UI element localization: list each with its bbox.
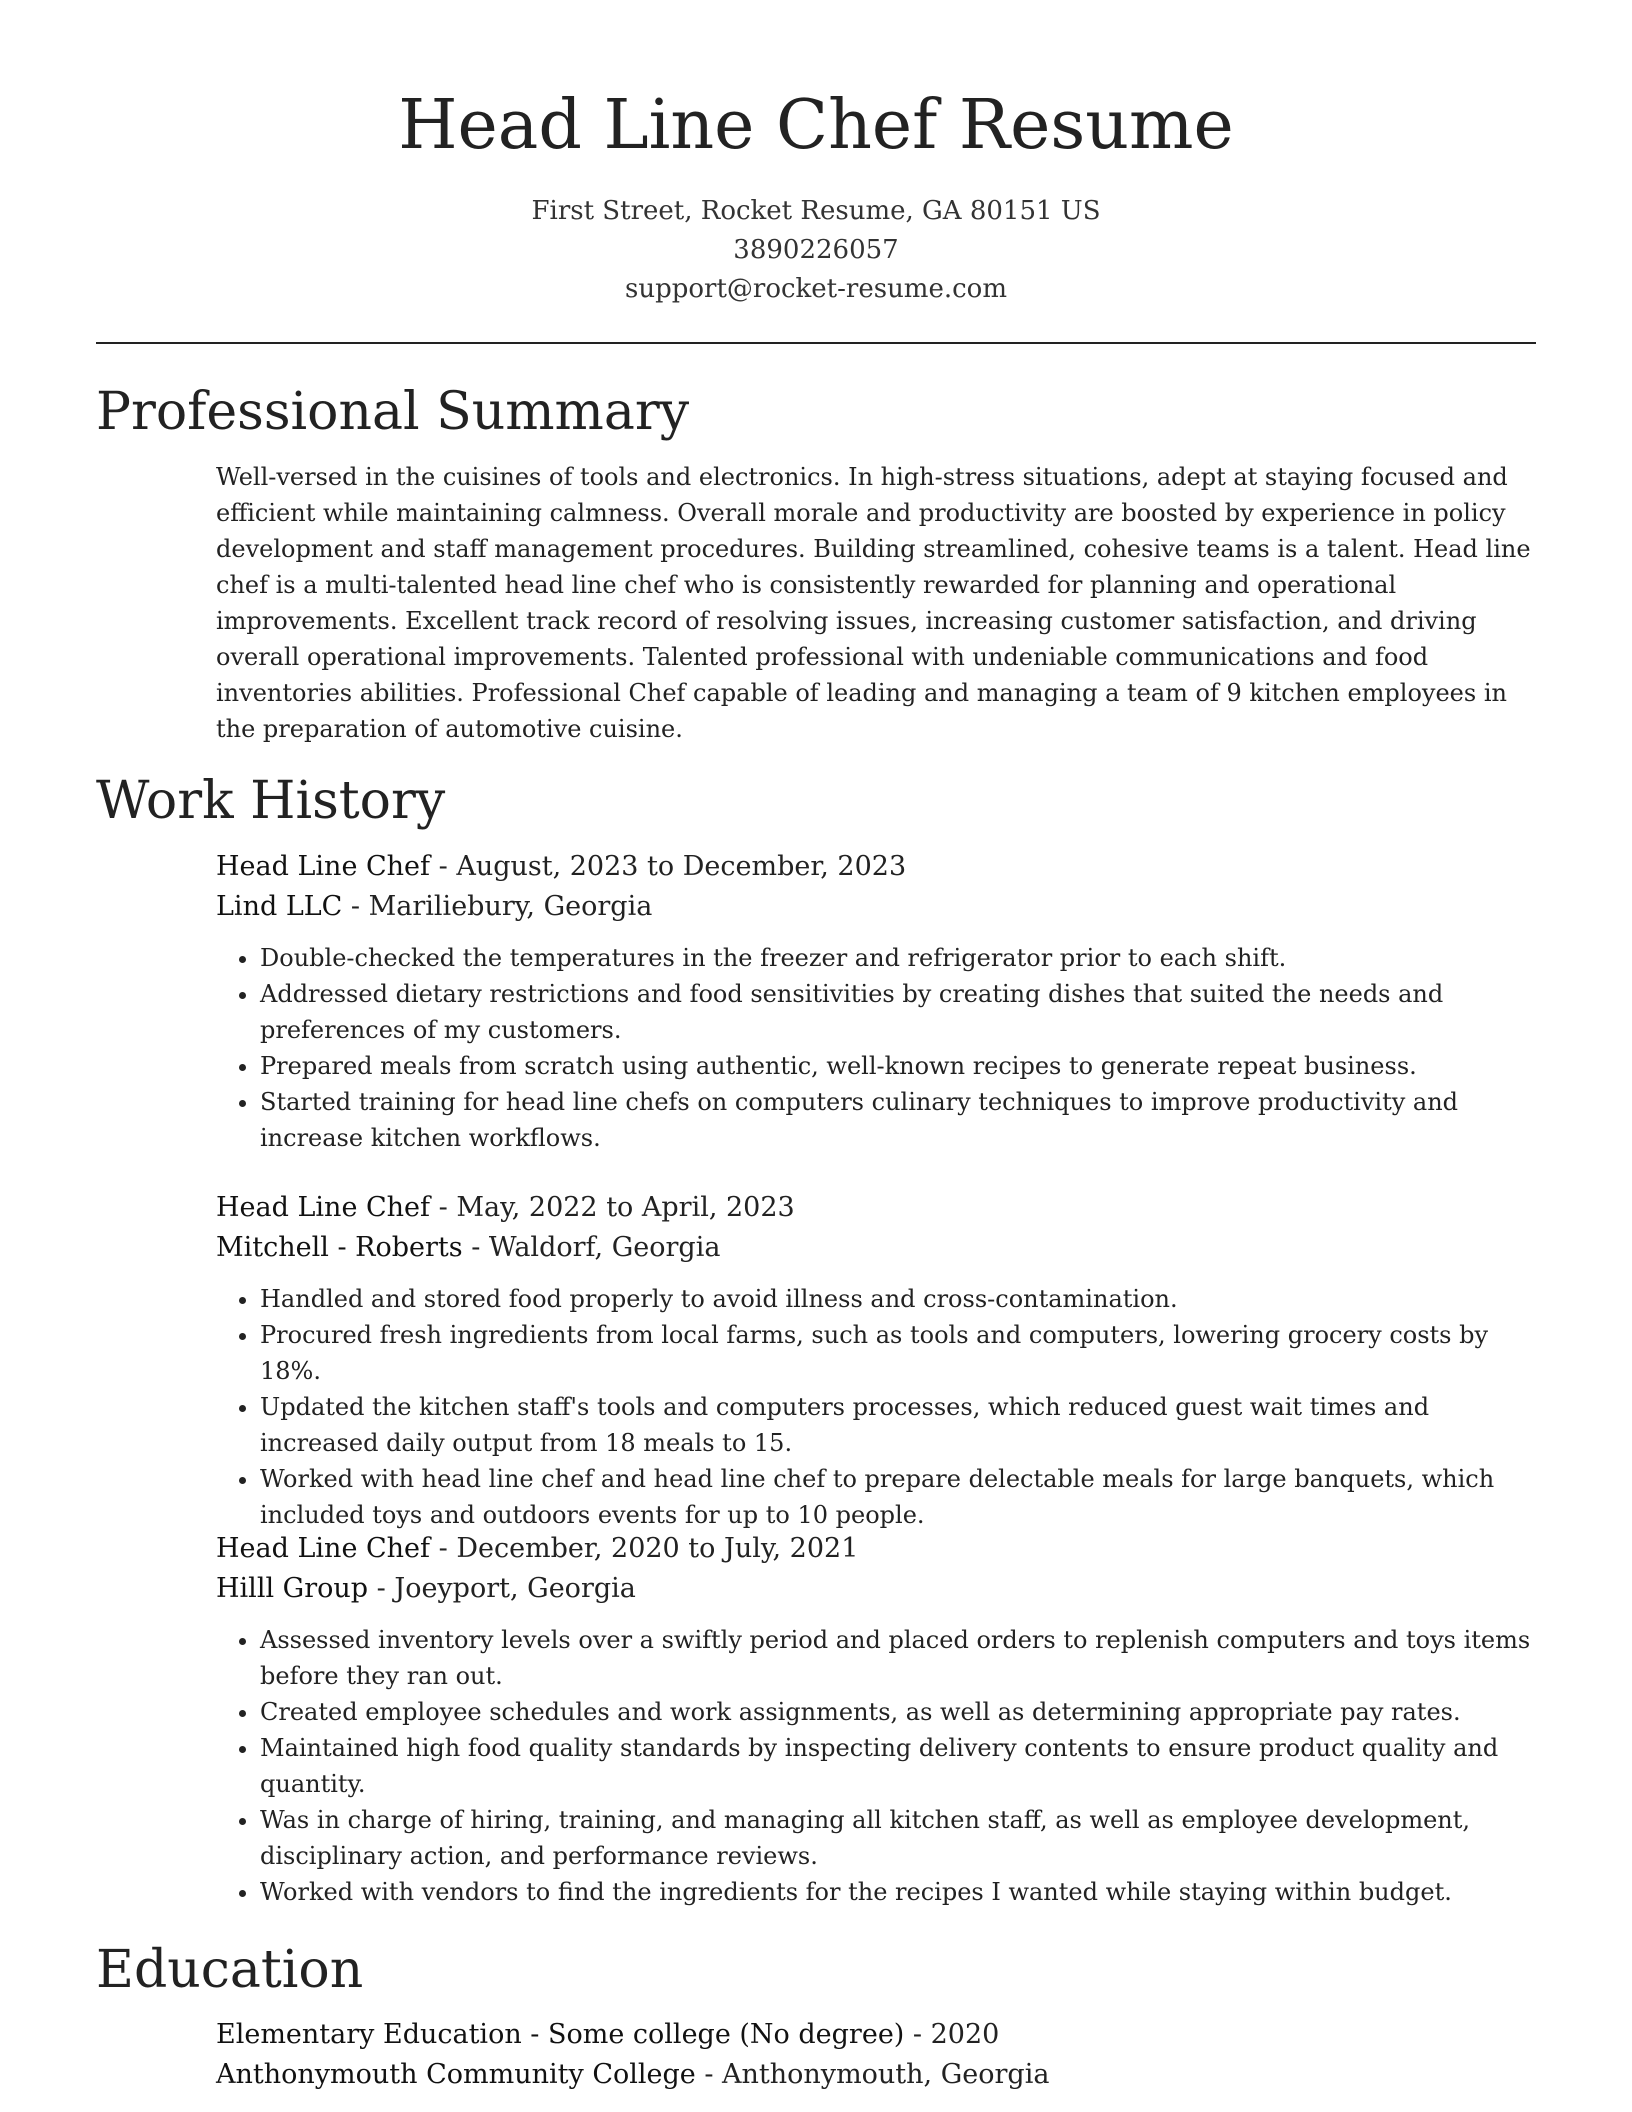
job-dates: - December, 2020 to July, 2021 [430,1533,859,1564]
resume-header [0,78,1632,309]
education-entry [216,2015,1536,2095]
job-bullets [216,940,1536,1156]
header-divider [96,342,1536,344]
education-location: - Anthonymouth, Georgia [695,2059,1050,2090]
job-bullet: • Assessed inventory levels over a swiftly period and placed orders to replenish computers and toys items before they ran out. [260,1622,1536,1694]
job-location: - Waldorf, Georgia [462,1232,721,1263]
job-company: Mitchell - Roberts [216,1232,463,1263]
contact-email: support@rocket-resume.com [624,274,1007,304]
job-company-line [216,1228,1536,1268]
job-bullet: • Prepared meals from scratch using authentic, well-known recipes to generate repeat business. [260,1048,1536,1084]
job-company: Lind LLC [216,891,343,922]
job-bullet: • Handled and stored food properly to avoid illness and cross-contamination. [260,1281,1536,1317]
job-bullet: • Created employee schedules and work assignments, as well as determining appropriate pay rates. [260,1694,1536,1730]
resume-title: Head Line Chef Resume [398,86,1234,165]
job-bullet: • Worked with head line chef and head line chef to prepare delectable meals for large banquets, which included toys and outdoors events for up to 10 people. [260,1461,1536,1533]
education-school-line [216,2055,1536,2095]
job-bullets [216,1622,1536,1910]
job-entry-2 [216,1188,1536,1533]
job-role: Head Line Chef [216,1192,431,1223]
job-bullet: • Worked with vendors to find the ingredients for the recipes I wanted while staying within budget. [260,1874,1536,1910]
job-location: - Mariliebury, Georgia [342,891,653,922]
job-company-line [216,887,1536,927]
summary-text: Well-versed in the cuisines of tools and electronics. In high-stress situations, adept at staying focused and efficient while maintaining calmness. Overall morale and productivity are boosted by experience in policy development and staff management procedures. Building streamlined, cohesive teams is a talent. Head line chef is a multi-talented head line chef who is consistently rewarded for planning and operational improvements. Excellent track record of resolving issues, increasing customer satisfaction, and driving overall operational improvements. Talented professional with undeniable communications and food inventories abilities. Professional Chef capable of leading and managing a team of 9 kitchen employees in the preparation of automotive cuisine. [216,463,1531,743]
job-bullets [216,1281,1536,1533]
job-bullet: • Updated the kitchen staff's tools and computers processes, which reduced guest wait times and increased daily output from 18 meals to 15. [260,1389,1536,1461]
job-location: - Joeyport, Georgia [368,1573,636,1604]
contact-address: First Street, Rocket Resume, GA 80151 US [531,196,1101,226]
job-bullet: • Was in charge of hiring, training, and managing all kitchen staff, as well as employee development, disciplinary action, and performance reviews. [260,1802,1536,1874]
education-heading: Education [96,1940,364,2000]
job-role: Head Line Chef [216,1533,431,1564]
education-degree: Elementary Education - Some college (No degree) [216,2019,905,2050]
education-degree-line [216,2015,1536,2055]
job-role: Head Line Chef [216,851,431,882]
job-bullet: • Procured fresh ingredients from local farms, such as tools and computers, lowering grocery costs by 18%. [260,1317,1536,1389]
job-title-line [216,1188,1536,1228]
job-dates: - May, 2022 to April, 2023 [430,1192,795,1223]
job-bullet: • Maintained high food quality standards by inspecting delivery contents to ensure product quality and quantity. [260,1730,1536,1802]
job-title-line [216,847,1536,887]
job-bullet: • Double-checked the temperatures in the freezer and refrigerator prior to each shift. [260,940,1536,976]
contact-phone: 3890226057 [733,235,899,265]
job-entry-3 [216,1529,1536,1910]
job-dates: - August, 2023 to December, 2023 [430,851,907,882]
job-bullet: • Started training for head line chefs on computers culinary techniques to improve productivity and increase kitchen workflows. [260,1084,1536,1156]
job-entry-1 [216,847,1536,1156]
job-company: Hilll Group [216,1573,369,1604]
work-history-heading: Work History [96,771,446,831]
education-year: - 2020 [904,2019,1000,2050]
job-bullet: • Addressed dietary restrictions and food sensitivities by creating dishes that suited the needs and preferences of my customers. [260,976,1536,1048]
job-title-line [216,1529,1536,1569]
job-company-line [216,1569,1536,1609]
education-school: Anthonymouth Community College [216,2059,696,2090]
summary-heading: Professional Summary [96,382,690,442]
